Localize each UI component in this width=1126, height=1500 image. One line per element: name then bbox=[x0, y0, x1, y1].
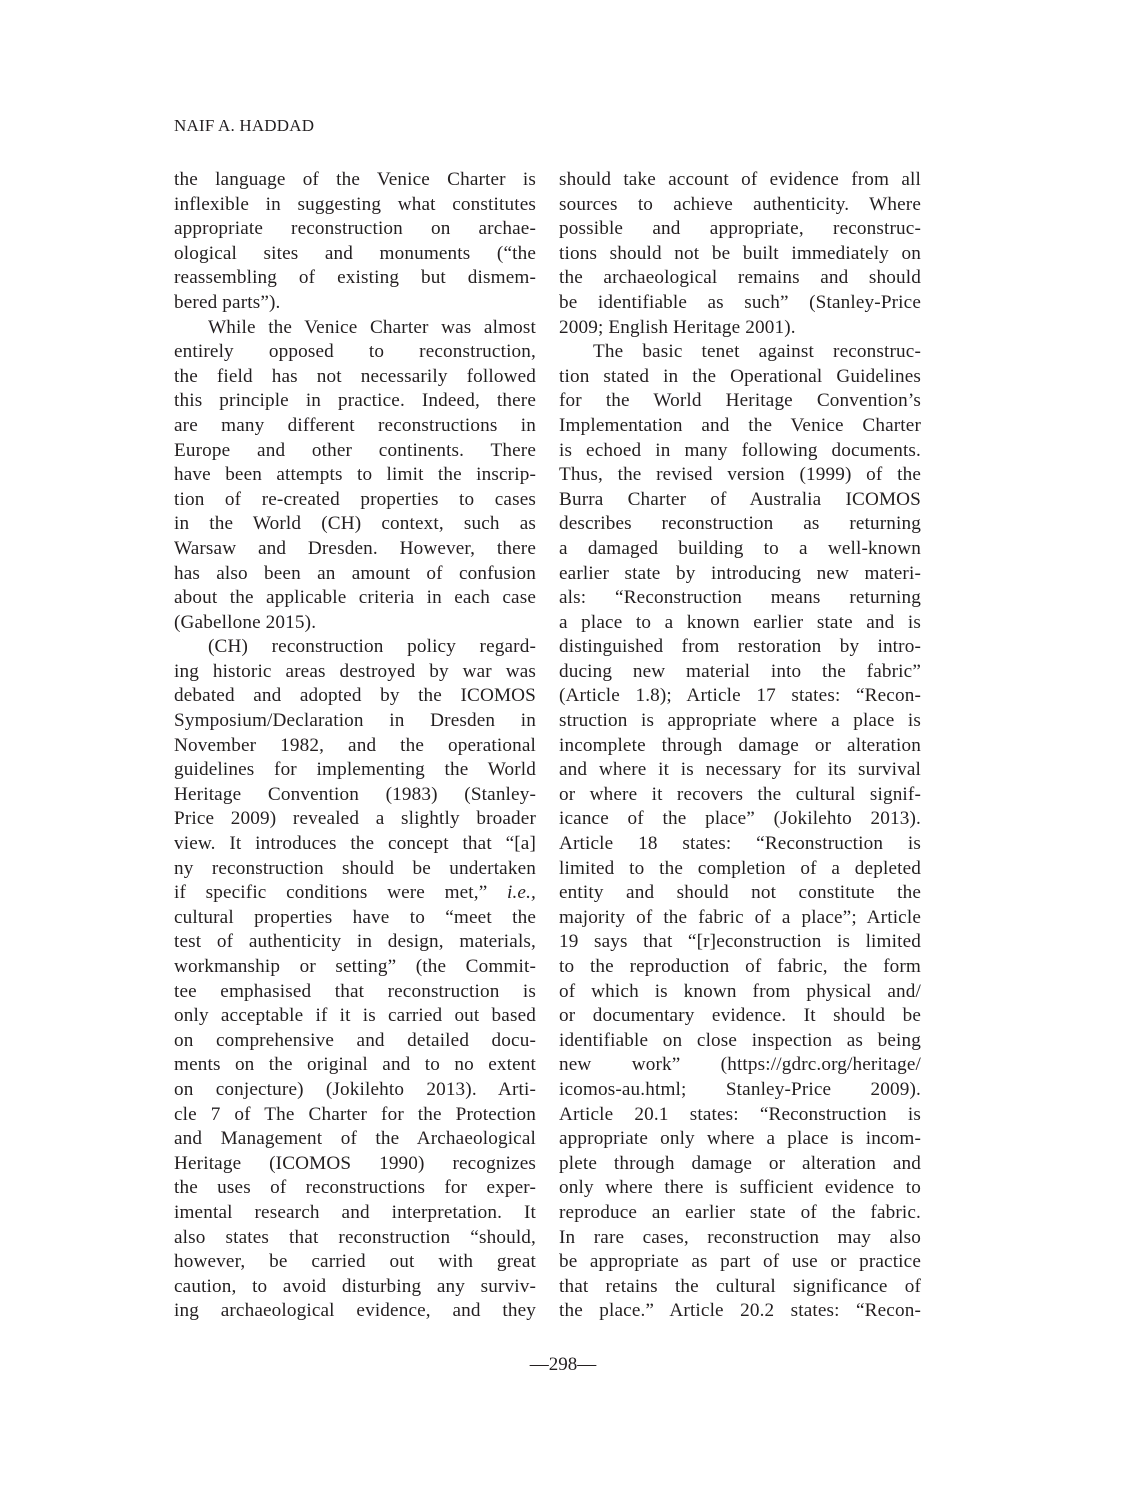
text-line: appropriate only where a place is incom- bbox=[559, 1128, 921, 1150]
text-line: on comprehensive and detailed docu- bbox=[174, 1029, 536, 1051]
text-line: Implementation and the Venice Charter bbox=[559, 414, 921, 436]
text-line: cle 7 of The Charter for the Protection bbox=[174, 1103, 536, 1125]
text-line: this principle in practice. Indeed, there bbox=[174, 390, 536, 412]
text-line: icance of the place” (Jokilehto 2013). bbox=[559, 808, 921, 830]
text-line: identifiable on close inspection as being bbox=[559, 1029, 921, 1051]
text-line: possible and appropriate, reconstruc- bbox=[559, 218, 921, 240]
text-line: icomos-au.html; Stanley-Price 2009). bbox=[559, 1078, 921, 1100]
text-line: on conjecture) (Jokilehto 2013). Arti- bbox=[174, 1078, 536, 1100]
text-line: cultural properties have to “meet the bbox=[174, 906, 536, 928]
text-line: (Article 1.8); Article 17 states: “Recon- bbox=[559, 685, 921, 707]
text-line: has also been an amount of confusion bbox=[174, 562, 536, 584]
text-line: a damaged building to a well-known bbox=[559, 537, 921, 559]
text-line: distinguished from restoration by intro- bbox=[559, 636, 921, 658]
text-line: ological sites and monuments (“the bbox=[174, 242, 536, 264]
text-line: Heritage (ICOMOS 1990) recognizes bbox=[174, 1152, 536, 1174]
text-line: ments on the original and to no extent bbox=[174, 1054, 536, 1076]
text-line: appropriate reconstruction on archae- bbox=[174, 218, 536, 240]
text-line: 2009; English Heritage 2001). bbox=[559, 316, 796, 338]
text-line: for the World Heritage Convention’s bbox=[559, 390, 921, 412]
text-line: view. It introduces the concept that “[a] bbox=[174, 833, 536, 855]
paragraph-start-line: (CH) reconstruction policy regard- bbox=[208, 636, 536, 658]
text-line: workmanship or setting” (the Commit- bbox=[174, 956, 536, 977]
text-line: debated and adopted by the ICOMOS bbox=[174, 685, 536, 707]
text-line: also states that reconstruction “should, bbox=[174, 1226, 536, 1248]
text-line: that retains the cultural significance of bbox=[559, 1275, 921, 1297]
text-line: is echoed in many following documents. bbox=[559, 439, 921, 461]
text-line: struction is appropriate where a place is bbox=[559, 710, 921, 732]
text-line: Heritage Convention (1983) (Stanley- bbox=[174, 783, 536, 805]
text-line: of which is known from physical and/ bbox=[559, 980, 921, 1002]
text-line: imental research and interpretation. It bbox=[174, 1201, 536, 1223]
text-line: inflexible in suggesting what constitutes bbox=[174, 193, 536, 215]
text-line: tions should not be built immediately on bbox=[559, 242, 921, 264]
text-line: be appropriate as part of use or practice bbox=[559, 1251, 921, 1273]
text-line: new work” (https://gdrc.org/heritage/ bbox=[559, 1054, 921, 1076]
running-head-author: NAIF A. HADDAD bbox=[174, 116, 315, 135]
text-line: incomplete through damage or alteration bbox=[559, 734, 921, 756]
page-number: —298— bbox=[529, 1354, 597, 1375]
text-line: or where it recovers the cultural signif- bbox=[559, 783, 921, 805]
text-line: Warsaw and Dresden. However, there bbox=[174, 537, 536, 559]
left-column bbox=[174, 168, 536, 1324]
text-line: only where there is sufficient evidence to bbox=[559, 1177, 921, 1199]
text-line: caution, to avoid disturbing any surviv- bbox=[174, 1275, 536, 1297]
text-line: Thus, the revised version (1999) of the bbox=[559, 464, 921, 486]
text-line: and Management of the Archaeological bbox=[174, 1128, 536, 1150]
text-line: however, be carried out with great bbox=[174, 1251, 536, 1273]
text-line: and where it is necessary for its survival bbox=[559, 759, 921, 781]
text-line: limited to the completion of a depleted bbox=[559, 857, 921, 879]
text-line: ing archaeological evidence, and they bbox=[174, 1300, 536, 1322]
text-line: November 1982, and the operational bbox=[174, 734, 536, 756]
text-line: have been attempts to limit the inscrip- bbox=[174, 464, 536, 486]
text-line: In rare cases, reconstruction may also bbox=[559, 1226, 921, 1248]
text-line: entirely opposed to reconstruction, bbox=[174, 341, 536, 363]
text-line: earlier state by introducing new materi- bbox=[559, 562, 921, 584]
text-line: only acceptable if it is carried out based bbox=[174, 1005, 536, 1027]
text-line: the field has not necessarily followed bbox=[174, 365, 536, 387]
text-line: ny reconstruction should be undertaken bbox=[174, 857, 536, 879]
italic-abbreviation: i.e., bbox=[507, 882, 536, 904]
text-line: should take account of evidence from all bbox=[559, 169, 921, 190]
text-line: Article 20.1 states: “Reconstruction is bbox=[559, 1103, 921, 1125]
text-line: the archaeological remains and should bbox=[559, 267, 921, 289]
text-line: the language of the Venice Charter is bbox=[174, 169, 536, 190]
text-line: 19 says that “[r]econstruction is limited bbox=[559, 931, 921, 953]
text-line: the place.” Article 20.2 states: “Recon- bbox=[559, 1300, 921, 1322]
text-line: ing historic areas destroyed by war was bbox=[174, 660, 536, 682]
text-line: (Gabellone 2015). bbox=[174, 611, 317, 633]
text-line: test of authenticity in design, materials, bbox=[174, 931, 536, 953]
text-line: be identifiable as such” (Stanley-Price bbox=[559, 291, 921, 313]
text-line: in the World (CH) context, such as bbox=[174, 513, 536, 535]
text-line: als: “Reconstruction means returning bbox=[559, 587, 921, 609]
text-line: Article 18 states: “Reconstruction is bbox=[559, 833, 921, 855]
text-line: bered parts”). bbox=[174, 291, 281, 313]
text-line: ducing new material into the fabric” bbox=[559, 660, 921, 682]
text-line: a place to a known earlier state and is bbox=[559, 611, 921, 633]
text-line: plete through damage or alteration and bbox=[559, 1152, 921, 1174]
text-line: describes reconstruction as returning bbox=[559, 513, 921, 535]
text-line: tion stated in the Operational Guidelines bbox=[559, 365, 921, 387]
right-column bbox=[559, 168, 921, 1324]
text-line: reproduce an earlier state of the fabric. bbox=[559, 1201, 921, 1223]
text-line: Burra Charter of Australia ICOMOS bbox=[559, 488, 921, 510]
text-line: Symposium/Declaration in Dresden in bbox=[174, 710, 536, 732]
text-line: sources to achieve authenticity. Where bbox=[559, 193, 921, 215]
paragraph-start-line: While the Venice Charter was almost bbox=[208, 316, 536, 338]
text-line: Price 2009) revealed a slightly broader bbox=[174, 808, 536, 830]
text-line: to the reproduction of fabric, the form bbox=[559, 956, 921, 977]
text-line: guidelines for implementing the World bbox=[174, 759, 536, 781]
text-line: reassembling of existing but dismem- bbox=[174, 267, 536, 289]
text-line: the uses of reconstructions for exper- bbox=[174, 1177, 536, 1199]
text-fragment: if specific conditions were met,” bbox=[174, 882, 488, 904]
text-line: majority of the fabric of a place”; Article bbox=[559, 906, 921, 928]
text-line: or documentary evidence. It should be bbox=[559, 1005, 921, 1027]
text-line: tee emphasised that reconstruction is bbox=[174, 980, 536, 1002]
text-line: Europe and other continents. There bbox=[174, 439, 536, 461]
text-line: entity and should not constitute the bbox=[559, 882, 921, 904]
text-line-with-italic bbox=[174, 881, 536, 906]
text-line: about the applicable criteria in each case bbox=[174, 587, 536, 609]
text-line: are many different reconstructions in bbox=[174, 414, 536, 436]
paragraph-start-line: The basic tenet against reconstruc- bbox=[593, 341, 921, 363]
text-line: tion of re-created properties to cases bbox=[174, 488, 536, 510]
